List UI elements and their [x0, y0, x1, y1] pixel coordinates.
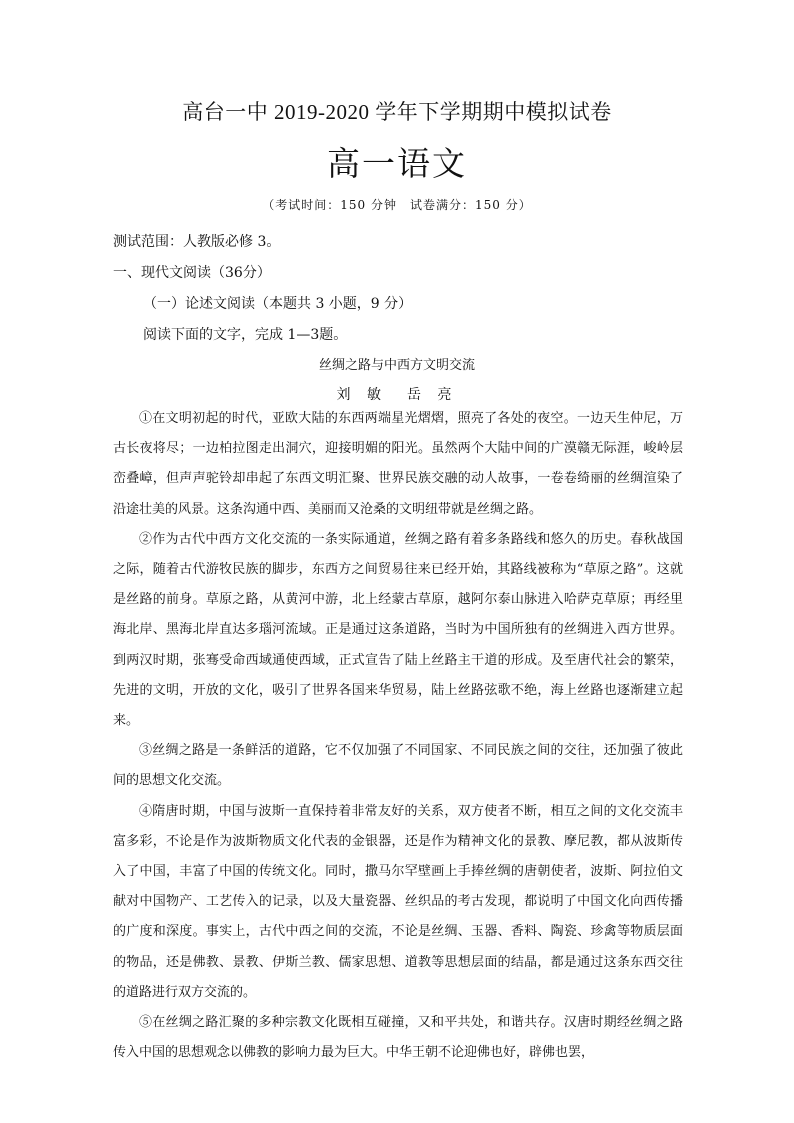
article-authors: 刘 敏 岳 亮 [336, 387, 458, 403]
article-paragraph-5: ⑤在丝绸之路汇聚的多种宗教文化既相互碰撞，又和平共处，和谐共存。汉唐时期经丝绸之路传入中国的思想观念以佛教的影响力最为巨大。中华王朝不论迎佛也好，辟佛也罢， [113, 1015, 683, 1061]
article-paragraph-4: ④隋唐时期，中国与波斯一直保持着非常友好的关系，双方使者不断，相互之间的文化交流丰富多彩，不论是作为波斯物质文化代表的金银器，还是作为精神文化的景教、摩尼教，都从波斯传入了中国，丰富了中国的传统文化。同时，撒马尔罕壁画上手捧丝绸的唐朝使者，波斯、阿拉伯文献对中国物产、工艺传入的记录，以及大量瓷器、丝织品的考古发现，都说明了中国文化向西传播的广度和深度。事实上，古代中西之间的交流，不论是丝绸、玉器、香料、陶瓷、珍禽等物质层面的物品，还是佛教、景教、伊斯兰教、儒家思想、道教等思想层面的结晶，都是通过这条东西交往的道路进行双方交流的。 [113, 803, 683, 1000]
test-scope: 测试范围：人教版必修 3。 [113, 234, 281, 250]
article-body [113, 404, 683, 1068]
exam-title: 高台一中 2019-2020 学年下学期期中模拟试卷 [182, 100, 612, 124]
subject-title: 高一语文 [327, 144, 467, 183]
article-paragraph-3: ③丝绸之路是一条鲜活的道路，它不仅加强了不同国家、不同民族之间的交往，还加强了彼此间的思想文化交流。 [113, 743, 683, 789]
reading-instruction: 阅读下面的文字，完成 1—3题。 [143, 327, 348, 343]
section-heading: 一、现代文阅读（36分） [113, 265, 271, 281]
article-paragraph-1: ①在文明初起的时代，亚欧大陆的东西两端星光熠熠，照亮了各处的夜空。一边天生仲尼，万古长夜将尽；一边柏拉图走出洞穴，迎接明媚的阳光。虽然两个大陆中间的广漠赣无际涯，峻岭层峦叠嶂，但声声驼铃却串起了东西文明汇聚、世界民族交融的动人故事，一卷卷绮丽的丝绸渲染了沿途壮美的风景。这条沟通中西、美丽而又沧桑的文明纽带就是丝绸之路。 [113, 411, 683, 517]
article-paragraph-2: ②作为古代中西方文化交流的一条实际通道，丝绸之路有着多条路线和悠久的历史。春秋战国之际，随着古代游牧民族的脚步，东西方之间贸易往来已经开始，其路线被称为“草原之路”。这就是丝路的前身。草原之路，从黄河中游，北上经蒙古草原，越阿尔泰山脉进入哈萨克草原；再经里海北岸、黑海北岸直达多瑙河流域。正是通过这条道路，当时为中国所独有的丝绸进入西方世界。到两汉时期，张骞受命西域通使西域，正式宣告了陆上丝路主干道的形成。及至唐代社会的繁荣，先进的文明，开放的文化，吸引了世界各国来华贸易，陆上丝路弦歌不绝，海上丝路也逐渐建立起来。 [113, 531, 683, 729]
subsection-heading: （一）论述文阅读（本题共 3 小题，9 分） [143, 296, 413, 312]
exam-time-info: （考试时间：150 分钟 试卷满分：150 分） [262, 198, 532, 212]
article-title: 丝绸之路与中西方文明交流 [318, 358, 475, 373]
